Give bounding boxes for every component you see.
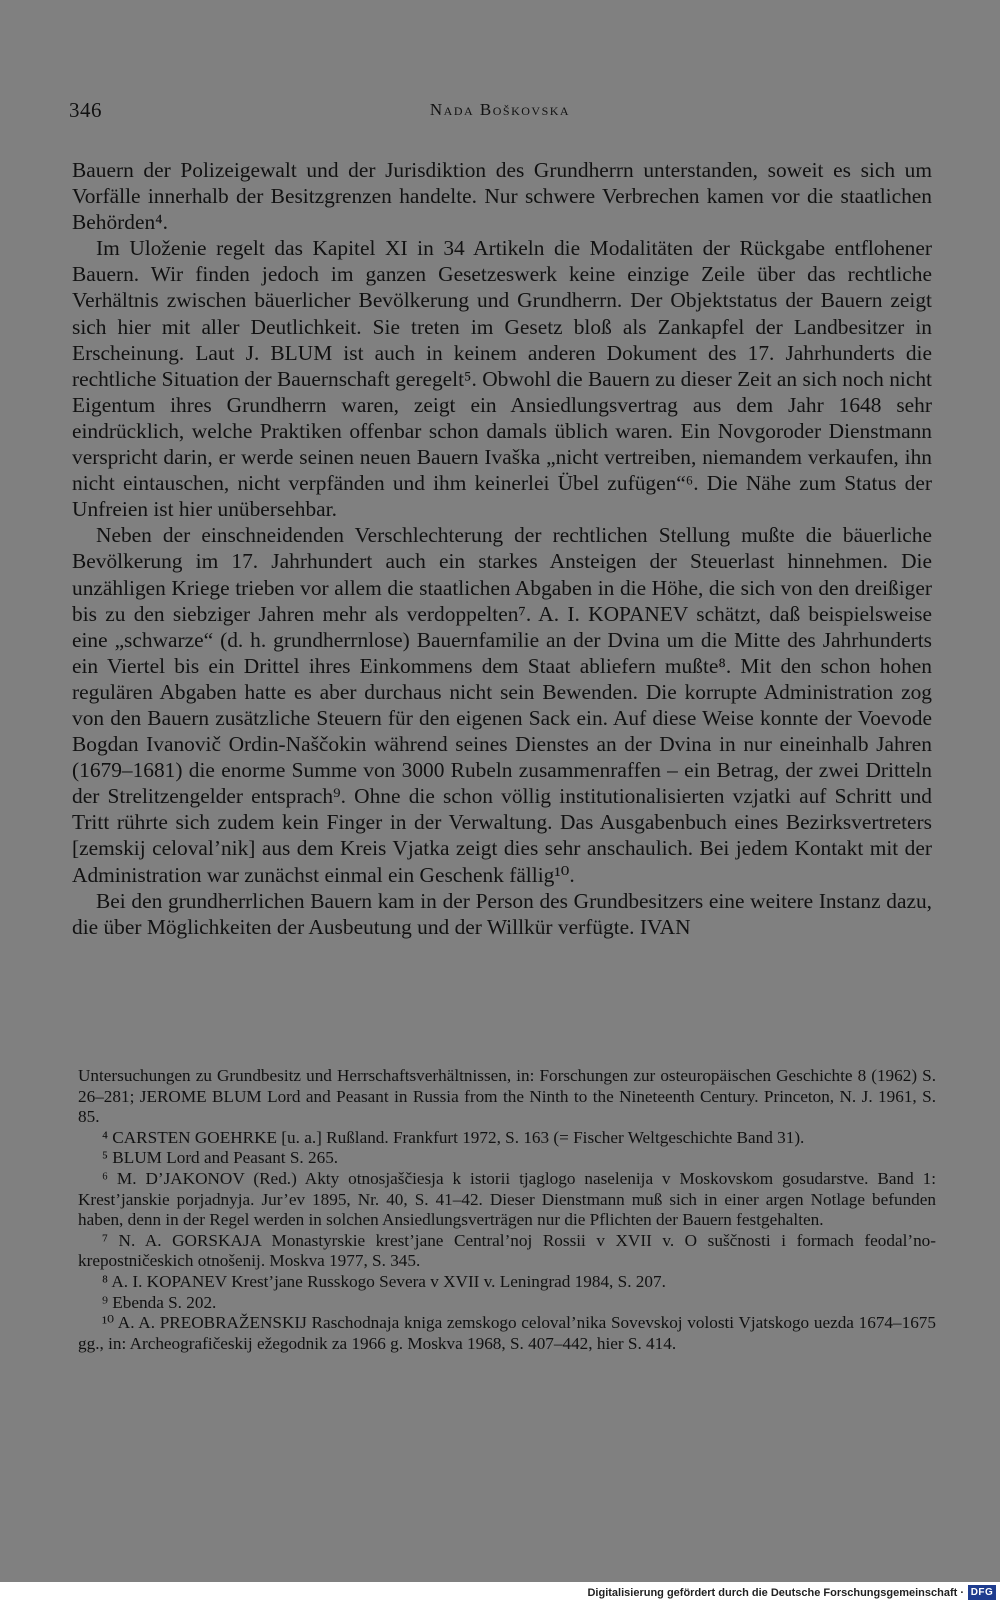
footnote: ⁸ A. I. KOPANEV Krest’jane Russkogo Severa v XVII v. Leningrad 1984, S. 207.	[102, 1271, 666, 1291]
paragraph: Im Uloženie regelt das Kapitel XI in 34 Artikeln die Modalitäten der Rückgabe entflohener Bauern. Wir finden jedoch im ganzen Gesetzeswerk keine einzige Zeile über das rechtliche Verhältnis zwischen bäuerlicher Bevölkerung und Grundherrn. Der Objektstatus der Bauern zeigt sich hier mit aller Deutlichkeit. Sie treten im Gesetz bloß als Zankapfel der Landbesitzer in Erscheinung. Laut J. BLUM ist auch in keinem anderen Dokument des 17. Jahrhunderts die rechtliche Situation der Bauernschaft geregelt⁵. Obwohl die Bauern zu dieser Zeit an sich noch nicht Eigentum ihres Grundherrn waren, zeigt ein Ansiedlungsvertrag aus dem Jahr 1648 sehr eindrücklich, welche Praktiken offenbar schon damals üblich waren. Ein Novgoroder Dienstmann verspricht darin, er werde seinen neuen Bauern Ivaška „nicht vertreiben, niemandem verkaufen, ihn nicht eintauschen, nicht verpfänden und ihm keinerlei Übel zufügen“⁶. Die Nähe zum Status der Unfreien ist hier unübersehbar.	[72, 236, 932, 522]
paragraph: Neben der einschneidenden Verschlechterung der rechtlichen Stellung mußte die bäuerliche Bevölkerung im 17. Jahrhundert auch ein starkes Ansteigen der Steuerlast hinnehmen. Die unzähligen Kriege trieben vor allem die staatlichen Abgaben in die Höhe, die sich von den dreißiger bis zu den siebziger Jahren mehr als verdoppelten⁷. A. I. KOPANEV schätzt, daß beispielsweise eine „schwarze“ (d. h. grundherrnlose) Bauernfamilie an der Dvina um die Mitte des Jahrhunderts ein Viertel bis ein Drittel ihres Einkommens dem Staat abliefern mußte⁸. Mit den schon hohen regulären Abgaben hatte es aber durchaus nicht sein Bewenden. Die korrupte Administration zog von den Bauern zusätzliche Steuern für den eigenen Sack ein. Auf diese Weise konnte der Voevode Bogdan Ivanovič Ordin-Naščokin während seines Dienstes an der Dvina in nur eineinhalb Jahren (1679–1681) die enorme Summe von 3000 Rubeln zusammenraffen – ein Betrag, der zwei Dritteln der Strelitzengelder entsprach⁹. Ohne die schon völlig institutionalisierten vzjatki auf Schritt und Tritt rührte sich zudem kein Finger in der Verwaltung. Das Ausgabenbuch eines Bezirksvertreters [zemskij celoval’nik] aus dem Kreis Vjatka zeigt dies sehr anschaulich. Bei jedem Kontakt mit der Administration war zunächst einmal ein Geschenk fällig¹⁰.	[72, 523, 932, 887]
digitization-note: Digitalisierung gefördert durch die Deutsche Forschungsgemeinschaft ·	[587, 1587, 964, 1599]
footnote: ⁶ M. D’JAKONOV (Red.) Akty otnosjaščiesja k istorii tjaglogo naselenija v Moskovskom gosudarstve. Band 1: Krest’janskie porjadnyja. Jur’ev 1895, Nr. 40, S. 41–42. Dieser Dienstmann muß sich in einer argen Notlage befunden haben, denn in der Regel werden in solchen Ansiedlungsverträgen nur die Pflichten der Bauern festgehalten.	[78, 1168, 936, 1230]
footnote: ⁹ Ebenda S. 202.	[102, 1292, 217, 1312]
footnote: ¹⁰ A. A. PREOBRAŽENSKIJ Raschodnaja kniga zemskogo celoval’nika Sovevskoj volosti Vjatskogo uezda 1674–1675 gg., in: Archeografičeskij ežegodnik za 1966 g. Moskva 1968, S. 407–442, hier S. 414.	[78, 1313, 936, 1353]
footnote: ⁷ N. A. GORSKAJA Monastyrskie krest’jane Central’noj Rossii v XVII v. O suščnosti i formach feodal’no-krepostničeskich otnošenij. Moskva 1977, S. 345.	[78, 1230, 936, 1271]
paragraph: Bei den grundherrlichen Bauern kam in der Person des Grundbesitzers eine weitere Instanz dazu, die über Möglichkeiten der Ausbeutung und der Willkür verfügte. IVAN	[72, 888, 932, 939]
page-number: 346	[69, 98, 102, 122]
footnote: ⁴ CARSTEN GOEHRKE [u. a.] Rußland. Frankfurt 1972, S. 163 (= Fischer Weltgeschichte Band 31).	[102, 1127, 805, 1147]
dfg-logo: DFG	[968, 1585, 996, 1600]
body-text	[72, 157, 932, 940]
footnote-continuation: Untersuchungen zu Grundbesitz und Herrschaftsverhältnissen, in: Forschungen zur osteuropäischen Geschichte 8 (1962) S. 26–281; JEROME BLUM Lord and Peasant in Russia from the Ninth to the Nineteenth Century. Princeton, N. J. 1961, S. 85.	[78, 1066, 936, 1127]
paragraph: Bauern der Polizeigewalt und der Jurisdiktion des Grundherrn unterstanden, soweit es sich um Vorfälle innerhalb der Besitzgrenzen handelte. Nur schwere Verbrechen kamen vor die staatlichen Behörden⁴.	[72, 158, 932, 235]
running-head: Nada Boškovska	[429, 100, 571, 119]
footnote: ⁵ BLUM Lord and Peasant S. 265.	[102, 1148, 339, 1168]
footnotes	[78, 1066, 936, 1354]
